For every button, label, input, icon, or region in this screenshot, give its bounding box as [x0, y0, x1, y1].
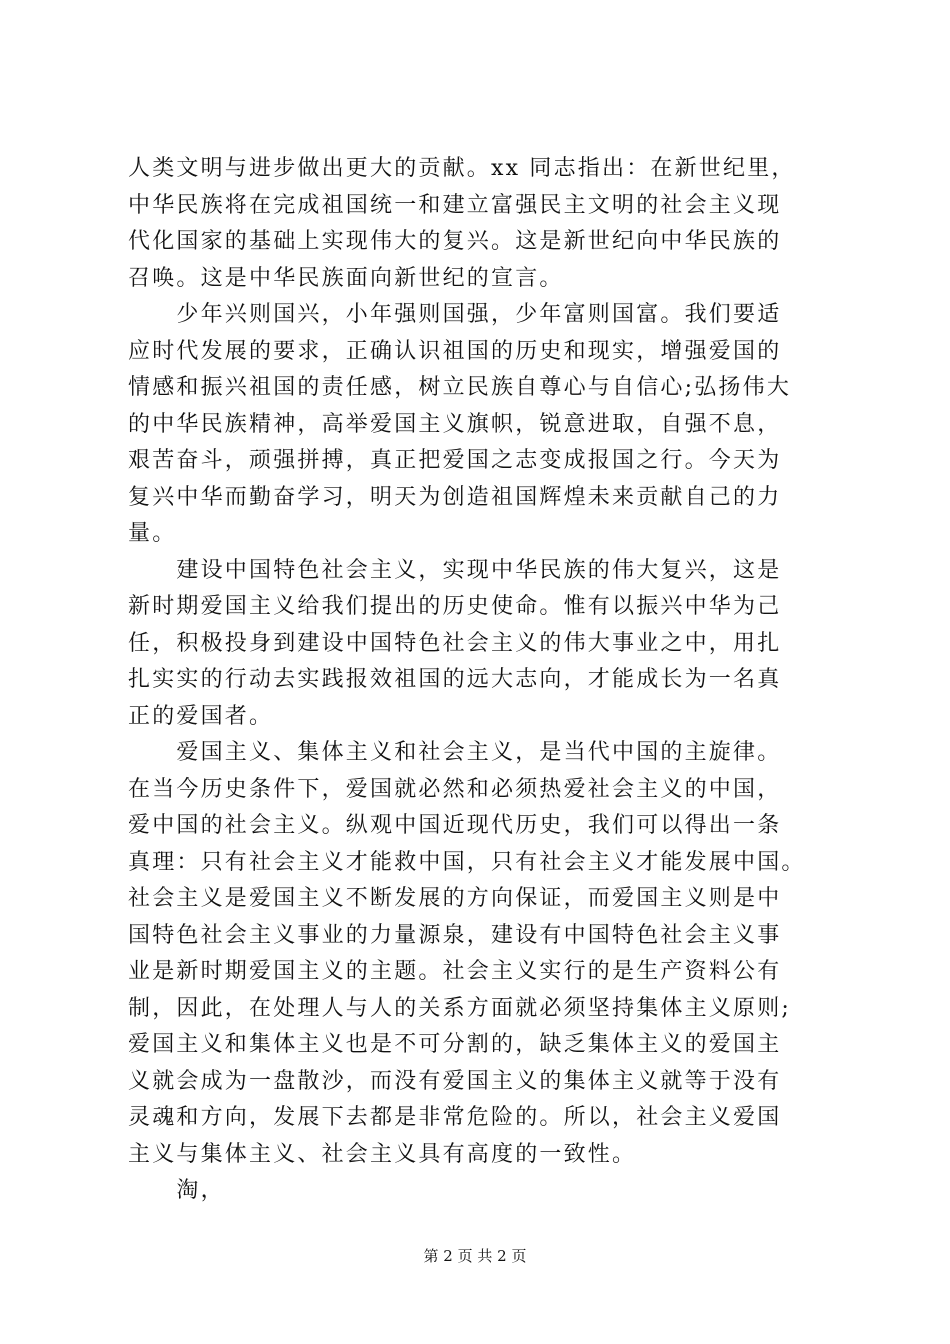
page-footer: [0, 1245, 950, 1266]
text-line: 中华民族将在完成祖国统一和建立富强民主文明的社会主义现: [128, 192, 782, 218]
text-line: 召唤。这是中华民族面向新世纪的宣言。: [128, 265, 564, 291]
text-line: 复兴中华而勤奋学习，明天为创造祖国辉煌未来贡献自己的力: [128, 484, 782, 510]
text-line: 情感和振兴祖国的责任感，树立民族自尊心与自信心;弘扬伟大: [128, 375, 792, 400]
text-line: 代化国家的基础上实现伟大的复兴。这是新世纪向中华民族的: [128, 229, 782, 254]
text-line: 爱中国的社会主义。纵观中国近现代历史，我们可以得出一条: [128, 813, 782, 838]
text-line: 应时代发展的要求，正确认识祖国的历史和现实，增强爱国的: [128, 338, 782, 364]
text-line: 义就会成为一盘散沙，而没有爱国主义的集体主义就等于没有: [128, 1068, 782, 1094]
text-line: 淘，: [128, 1178, 225, 1203]
text-line: 业是新时期爱国主义的主题。社会主义实行的是生产资料公有: [128, 959, 782, 984]
page-number-label: 第 2 页 共 2 页: [423, 1247, 527, 1265]
text-line: 的中华民族精神，高举爱国主义旗帜，锐意进取，自强不息，: [128, 411, 782, 437]
text-line: 新时期爱国主义给我们提出的历史使命。惟有以振兴中华为己: [128, 594, 782, 619]
text-line: 在当今历史条件下，爱国就必然和必须热爱社会主义的中国，: [128, 776, 782, 802]
text-line: 少年兴则国兴，小年强则国强，少年富则国富。我们要适: [128, 302, 782, 327]
body-text: [128, 151, 833, 1210]
text-line: 国特色社会主义事业的力量源泉，建设有中国特色社会主义事: [128, 922, 782, 948]
text-line: 制，因此，在处理人与人的关系方面就必须坚持集体主义原则;: [128, 995, 792, 1021]
text-line: 艰苦奋斗，顽强拼搏，真正把爱国之志变成报国之行。今天为: [128, 448, 782, 473]
text-line: 主义与集体主义、社会主义具有高度的一致性。: [128, 1141, 637, 1167]
text-line: 人类文明与进步做出更大的贡献。xx 同志指出：在新世纪里，: [128, 156, 796, 181]
text-line: 爱国主义和集体主义也是不可分割的，缺乏集体主义的爱国主: [128, 1032, 782, 1057]
text-line: 建设中国特色社会主义，实现中华民族的伟大复兴，这是: [128, 557, 782, 583]
text-line: 扎实实的行动去实践报效祖国的远大志向，才能成长为一名真: [128, 667, 782, 692]
text-line: 正的爱国者。: [128, 703, 274, 729]
text-line: 量。: [128, 521, 177, 546]
text-line: 社会主义是爱国主义不断发展的方向保证，而爱国主义则是中: [128, 886, 782, 911]
text-line: 真理：只有社会主义才能救中国，只有社会主义才能发展中国。: [128, 849, 806, 875]
text-line: 任，积极投身到建设中国特色社会主义的伟大事业之中，用扎: [128, 630, 782, 656]
text-line: 灵魂和方向，发展下去都是非常危险的。所以，社会主义爱国: [128, 1105, 782, 1130]
text-line: 爱国主义、集体主义和社会主义，是当代中国的主旋律。: [128, 740, 782, 765]
